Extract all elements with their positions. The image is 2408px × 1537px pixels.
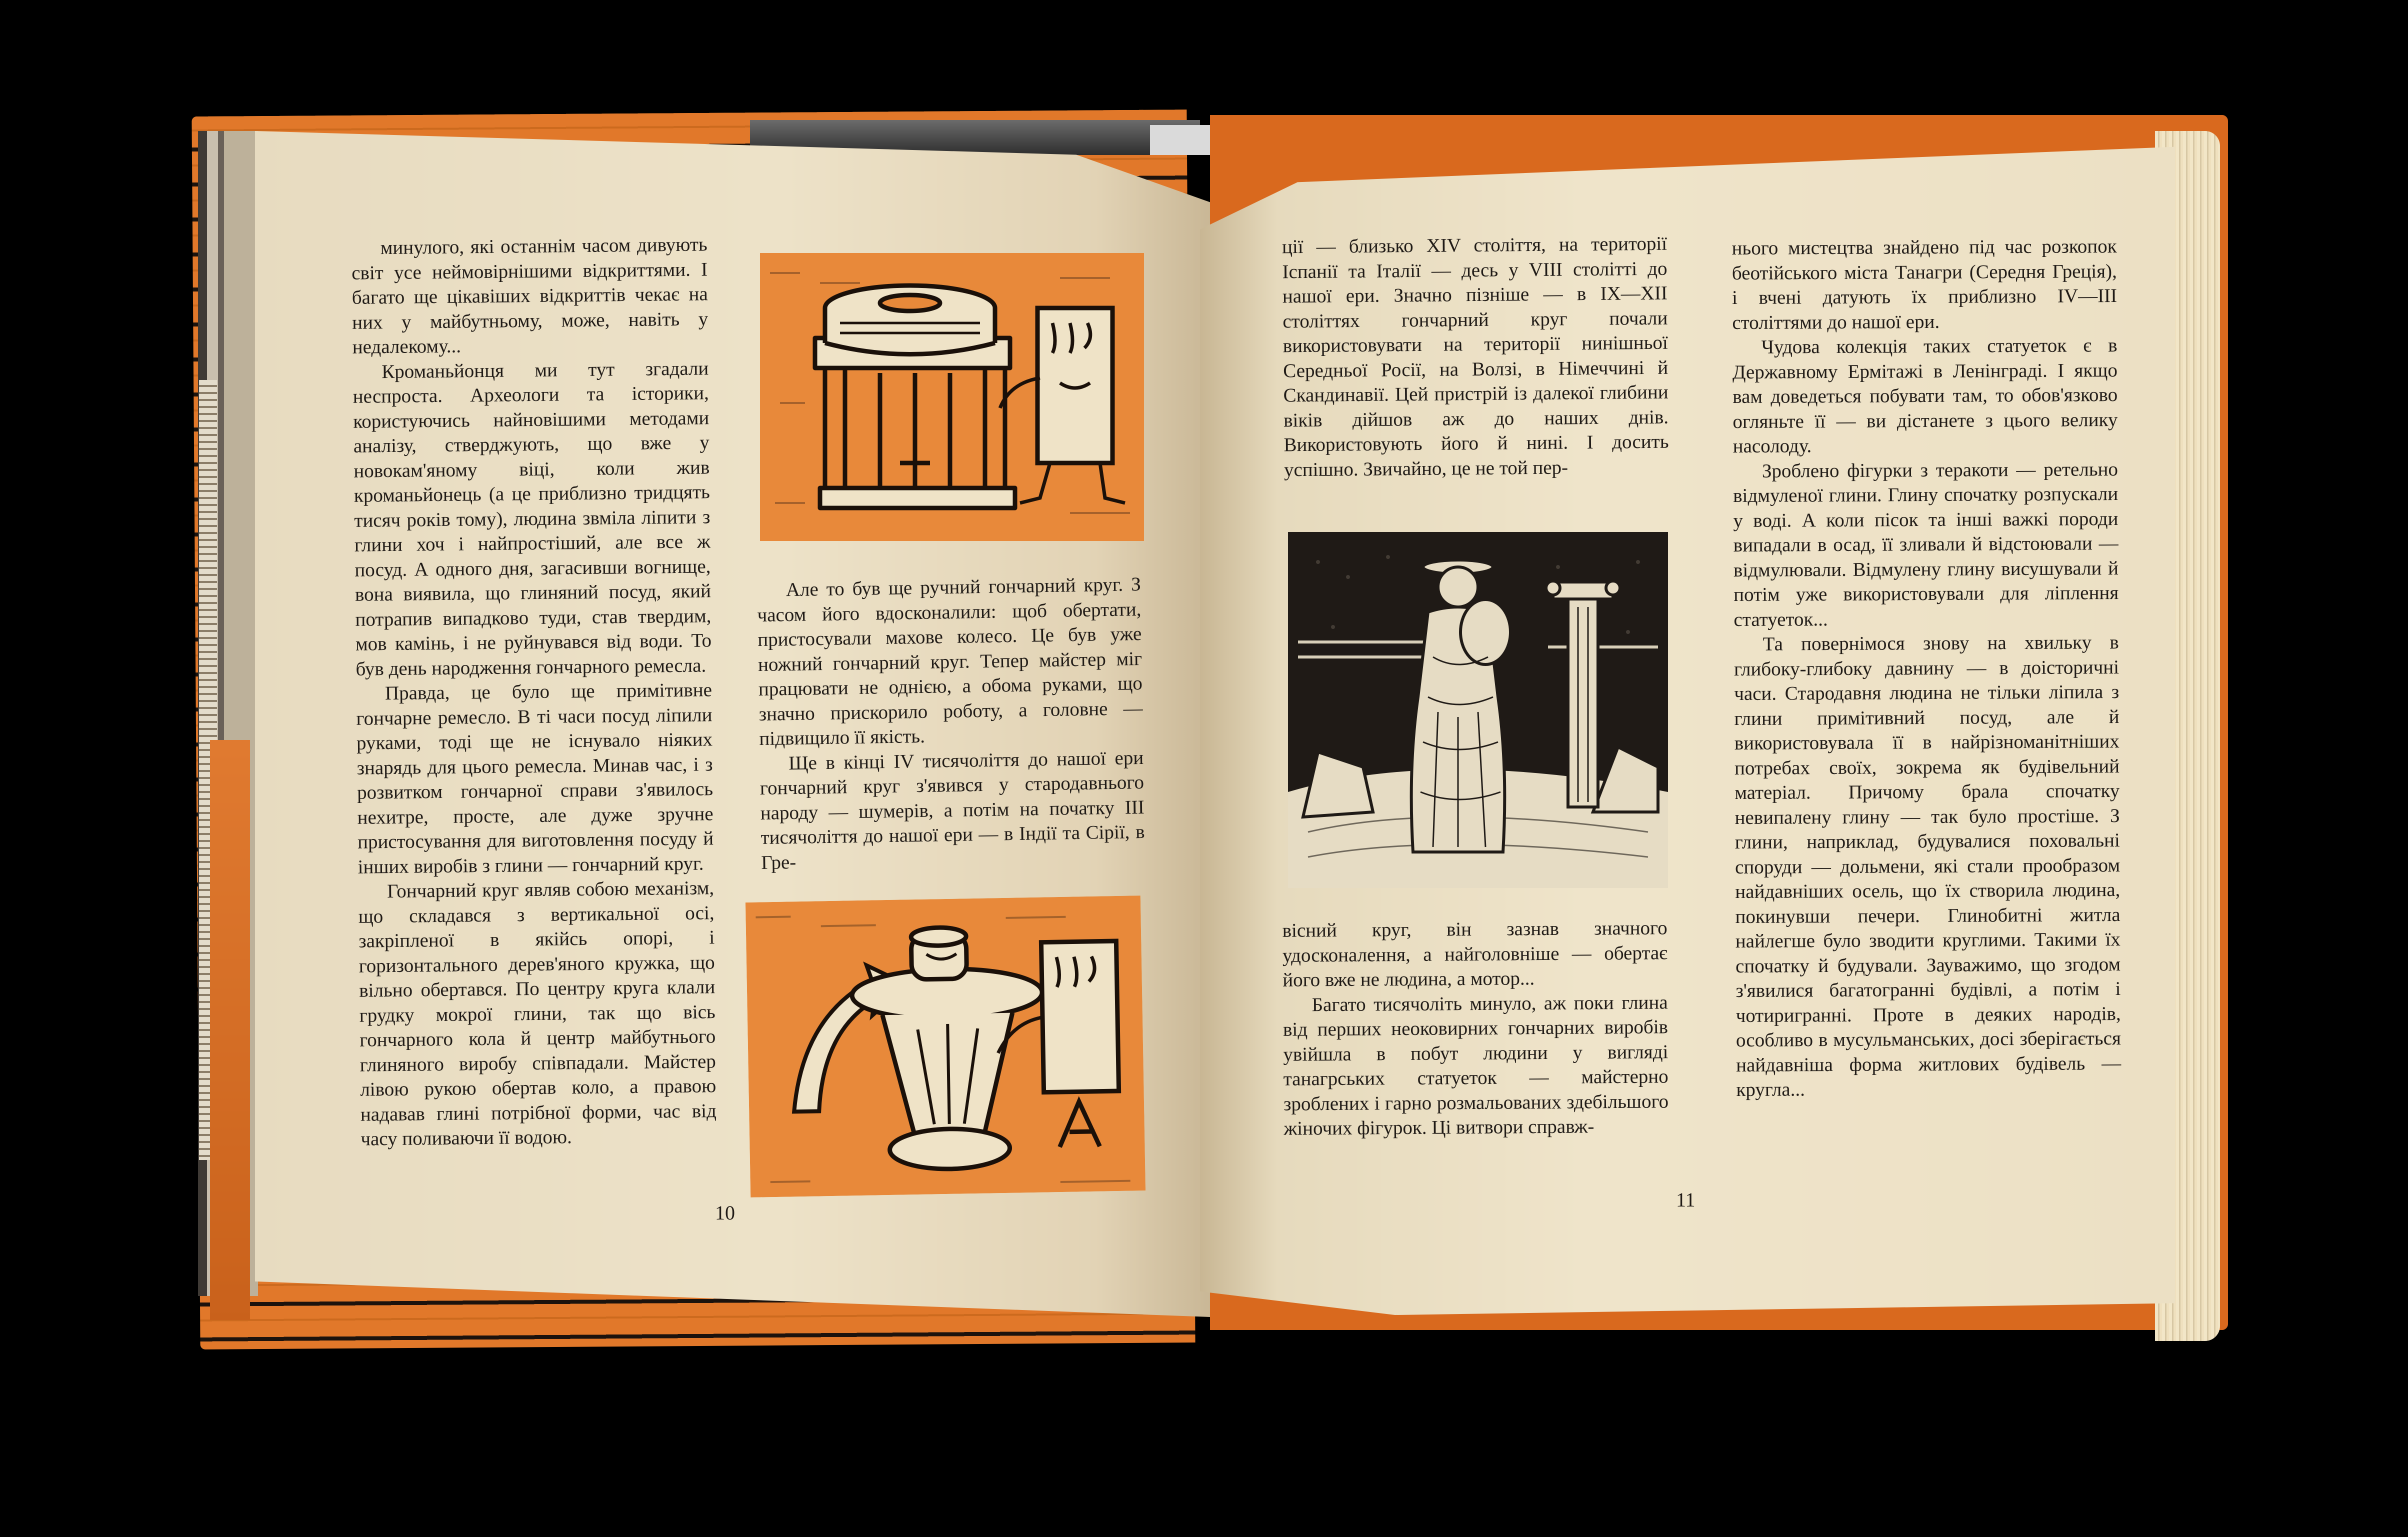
page-number-left: 10 xyxy=(715,1202,735,1224)
left-page-column-2 xyxy=(756,572,1145,875)
right-page-column-1-top xyxy=(1282,232,1669,482)
page-number-right: 11 xyxy=(1676,1188,1696,1211)
foot-potters-wheel-illustration xyxy=(760,253,1144,541)
hand-potters-wheel-illustration xyxy=(746,896,1146,1198)
paragraph: вісний круг, він зазнав значного удосконалення, а найголовніше — обертає його вже не людина, а мотор... xyxy=(1282,917,1668,991)
paragraph: Чудова колекція таких статуеток є в Державному Ермітажі в Ленінграді. І якщо вам доведеться побувати там, то обов'язково огляньте її — ви дістанете з цього велику насолоду. xyxy=(1732,334,2118,458)
right-page-column-2 xyxy=(1732,234,2121,1102)
paragraph: Та повернімося знову на хвильку в глибоку-глибоку давнину — в доісторичні часи. Стародавня людина не тільки ліпила з глини примітивний посуд, але й використовувала її в найрізноманітніших потребах своїх, зокрема як будівельний матеріал. Причому брала спочатку невипалену глину — так було простіше. З глини, наприклад, будувалися поховальні споруди — дольмени, які стали прообразом найдавніших осель, що їх створила людина, покинувши печери. Глинобитні житла найлегше було зводити круглими. Такими їх спочатку й будували. Зауважимо, що згодом з'явилися багатогранні будівлі, а потім і чотиригранні. Проте в деяких народів, особливо в мусульманських, досі зберігається найдавніша форма житлових будівель — кругла... xyxy=(1734,631,2122,1101)
paragraph: Правда, це було ще примітивне гончарне ремесло. В ті часи посуд ліпили руками, тоді ще не існувало ніяких знарядь для цього ремесла. Минав час, і з розвитком гончарної справи з'явилось нехитре, просте, але дуже зручне пристосування для виготовлення посуду й інших виробів з глини — гончарний круг. xyxy=(356,679,714,878)
paragraph: ції — близько XIV століття, на території Іспанії та Італії — десь у VIII столітті до нашої ери. Значно пізніше — в IX—XII століттях гончарний круг почали використовувати на території нинішньої Середньої Росії, на Волзі, в Німеччині й Скандинавії. Цей пристрій із далекої глибини віків дійшов аж до наших днів. Використовують його й нині. І досить успішно. Звичайно, це не той пер- xyxy=(1282,232,1669,480)
paragraph: Багато тисячоліть минуло, аж поки глина від перших неоковирних гончарних виробів увійшла в побут людини у вигляді танагрських статуеток — майстерно зроблених і гарно розмальованих здебільшого жіночих фігурок. Ці витвори справж- xyxy=(1282,991,1669,1140)
book-spine-highlight xyxy=(1150,125,1210,155)
right-page-column-1-bottom xyxy=(1282,916,1668,1141)
paragraph: Кроманьйонця ми тут згадали неспроста. Археологи та історики, користуючись найновішими методами аналізу, стверджують, що вже у новокам'яному віці, коли жив кроманьйонець (а це приблизно тридцять тисяч років тому), людина звміла ліпити з глини хоч і найпростіший, але все ж посуд. А одного дня, загасивши вогнище, вона виявила, що глиняний посуд, який потрапив випадково туди, став твердим, мов камінь, і не руйнувався від води. То був день народження гончарного ремесла. xyxy=(352,357,712,680)
paragraph: минулого, які останнім часом дивують світ усе неймовірнішими відкриттями. І багато ще цікавіших відкриттів чекає на них у майбутньому, може, навіть у недалекому... xyxy=(351,234,708,358)
left-orange-band xyxy=(210,740,250,1320)
paragraph: Але то був ще ручний гончарний круг. З часом його вдосконалили: щоб обертати, пристосували махове колесо. Це був уже ножний гончарний круг. Тепер майстер міг працювати не однією, а обома руками, що значно прискорило роботу, а головне — підвищило її якість. xyxy=(757,574,1143,750)
tanagra-statuette-illustration xyxy=(1288,532,1668,888)
left-page-column-1 xyxy=(351,232,716,1152)
paragraph: Гончарний круг являв собою механізм, що складався з вертикальної осі, закріпленої в якійсь опорі, і горизонтального дерев'яного кружка, що вільно обертався. По центру круга клали грудку мокрої глини, так що вісь гончарного кола й центр майбутнього глиняного виробу співпадали. Майстер лівою рукою обертав коло, а правою надавав глині потрібної форми, час від часу поливаючи її водою. xyxy=(358,877,717,1150)
paragraph: Ще в кінці IV тисячоліття до нашої ери гончарний круг з'явився у стародавнього народу — шумерів, а потім на початку III тисячоліття до нашої ери — в Індії та Сірії, в Гре- xyxy=(760,746,1145,874)
paragraph: нього мистецтва знайдено під час розкопок беотійського міста Танагри (Середня Греція), і вчені датують їх приблизно IV—III століттями до нашої ери. xyxy=(1732,235,2118,334)
paragraph: Зроблено фігурки з теракоти — ретельно відмуленої глини. Глину спочатку розпускали у воді. А коли пісок та інші важкі породи випадали в осад, її зливали й відстоювали — відмулювали. Відмулену глину висушували й потім уже використовували для ліплення статуеток... xyxy=(1733,458,2119,630)
